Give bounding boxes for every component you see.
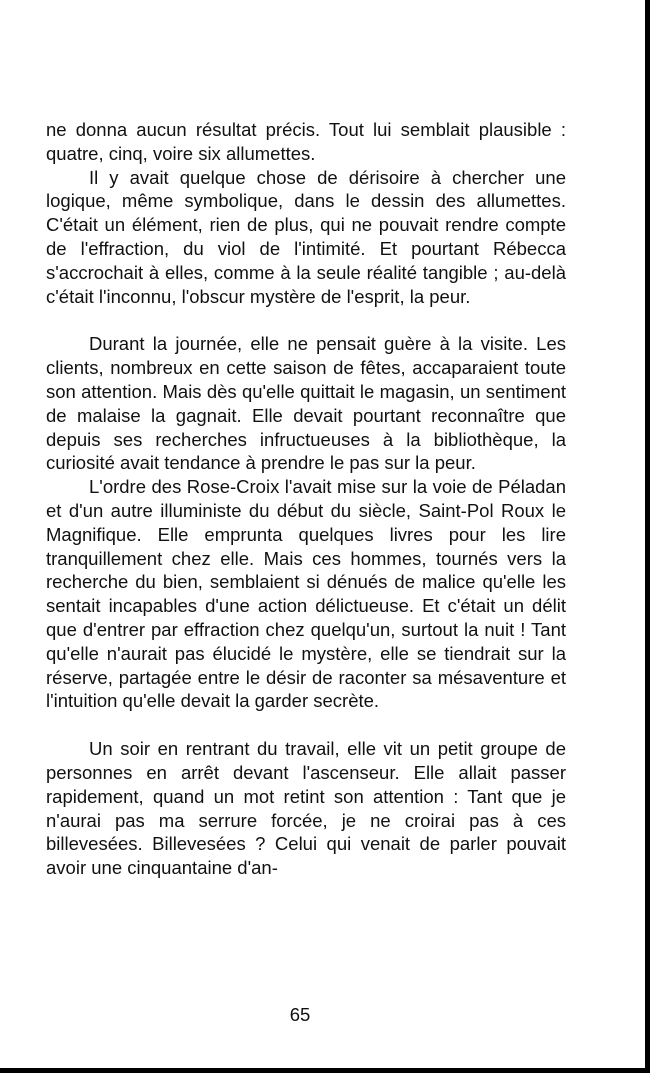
paragraph-journee: Durant la journée, elle ne pensait guère à la visite. Les clients, nombreux en cette saison de fêtes, accaparaient toute son attention. Mais dès qu'elle quittait le magasin, un sentiment de malaise la gagnait. Elle devait pourtant reconnaître que depuis ses recherches infructueuses à la bibliothèque, la curiosité avait tendance à prendre le pas sur la peur. bbox=[46, 333, 566, 474]
body-text bbox=[46, 118, 566, 880]
paragraph-rose-croix: L'ordre des Rose-Croix l'avait mise sur la voie de Péladan et d'un autre illuministe du début du siècle, Saint-Pol Roux le Magnifique. Elle emprunta quelques livres pour les lire tranquillement chez elle. Mais ces hommes, tournés vers la recherche du bien, semblaient si dénués de malice qu'elle les sentait incapables d'une action délictueuse. Et c'était un délit que d'entrer par effraction chez quelqu'un, surtout la nuit ! Tant qu'elle n'aurait pas élucidé le mystère, elle se tiendrait sur la réserve, partagée entre le désir de raconter sa mésaventure et l'intuition qu'elle devait la garder secrète. bbox=[46, 476, 566, 712]
paragraph-continued: ne donna aucun résultat précis. Tout lui semblait plausible : quatre, cinq, voire six allumettes. bbox=[46, 119, 566, 164]
scan-border-right bbox=[645, 0, 650, 1073]
paragraph-logic: Il y avait quelque chose de dérisoire à chercher une logique, même symbolique, dans le dessin des allumettes. C'était un élément, rien de plus, qui ne pouvait rendre compte de l'effraction, du viol de l'intimité. Et pourtant Rébecca s'accrochait à elles, comme à la seule réalité tangible ; au-delà c'était l'inconnu, l'obscur mystère de l'esprit, la peur. bbox=[46, 166, 566, 307]
page-number: 65 bbox=[289, 1004, 311, 1025]
scan-border-bottom bbox=[0, 1068, 650, 1073]
paragraph-soir: Un soir en rentrant du travail, elle vit un petit groupe de personnes en arrêt devant l'ascenseur. Elle allait passer rapidement, quand un mot retint son attention : Tant que je n'aurai pas ma serrure forcée, je ne croirai pas à ces billevesées. Billevesées ? Celui qui venait de parler pouvait avoir une cinquantaine d'an- bbox=[46, 738, 566, 879]
